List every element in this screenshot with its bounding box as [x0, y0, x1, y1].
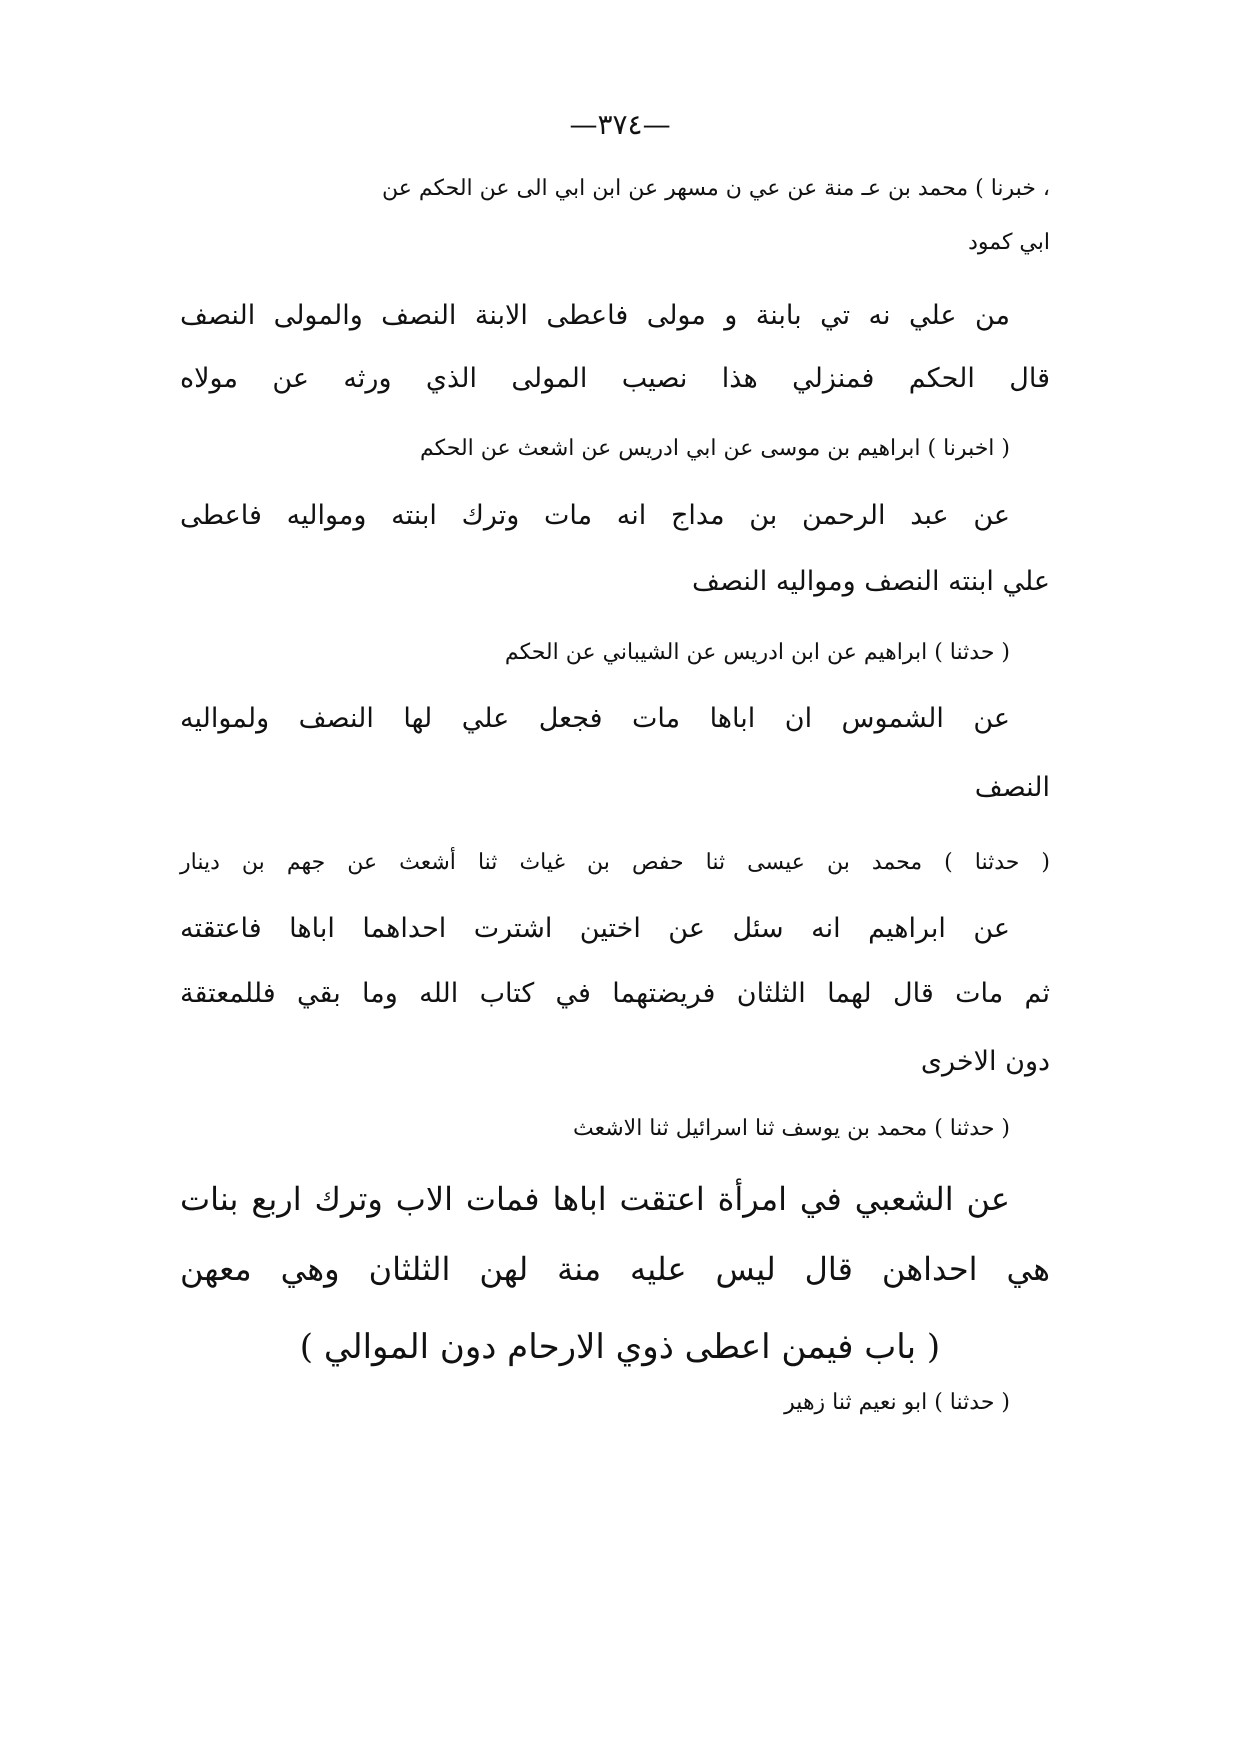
page-number: —٣٧٤— — [569, 108, 671, 141]
text-line-12: عن ابراهيم انه سئل عن اختين اشترت احداهما اباها فاعتقته — [180, 913, 1010, 944]
text-line-11: ( حدثنا ) محمد بن عيسى ثنا حفص بن غياث ثنا أشعث عن جهم بن دينار — [180, 850, 1050, 875]
text-line-2: ابي كمود — [968, 230, 1050, 255]
text-line-5: ( اخبرنا ) ابراهيم بن موسى عن ابي ادريس عن اشعث عن الحكم — [419, 436, 1010, 461]
text-line-6: عن عبد الرحمن بن مداج انه مات وترك ابنته ومواليه فاعطى — [180, 500, 1010, 531]
text-line-17: هي احداهن قال ليس عليه منة لهن الثلثان وهي معهن — [180, 1250, 1050, 1288]
text-line-16: عن الشعبي في امرأة اعتقت اباها فمات الاب وترك اربع بنات — [180, 1180, 1010, 1218]
text-line-1: ، خبرنا ) محمد بن عـ منة عن عي ن مسهر عن ابن ابي الى عن الحكم عن — [381, 176, 1050, 201]
text-line-9: عن الشموس ان اباها مات فجعل علي لها النصف ولمواليه — [180, 703, 1010, 734]
text-line-19: ( حدثنا ) ابو نعيم ثنا زهير — [784, 1390, 1010, 1415]
text-line-4: قال الحكم فمنزلي هذا نصيب المولى الذي ورثه عن مولاه — [180, 363, 1050, 394]
text-line-3: من علي نه تي بابنة و مولى فاعطى الابنة النصف والمولى النصف — [180, 300, 1010, 331]
text-line-13: ثم مات قال لهما الثلثان فريضتهما في كتاب الله وما بقي فللمعتقة — [180, 978, 1050, 1009]
text-line-7: علي ابنته النصف ومواليه النصف — [692, 566, 1050, 597]
text-line-8: ( حدثنا ) ابراهيم عن ابن ادريس عن الشيباني عن الحكم — [504, 640, 1010, 665]
text-line-14: دون الاخرى — [920, 1046, 1050, 1077]
text-line-10: النصف — [974, 772, 1050, 803]
section-heading: ( باب فيمن اعطى ذوي الارحام دون الموالي ) — [299, 1327, 941, 1367]
text-line-15: ( حدثنا ) محمد بن يوسف ثنا اسرائيل ثنا الاشعث — [573, 1116, 1010, 1141]
